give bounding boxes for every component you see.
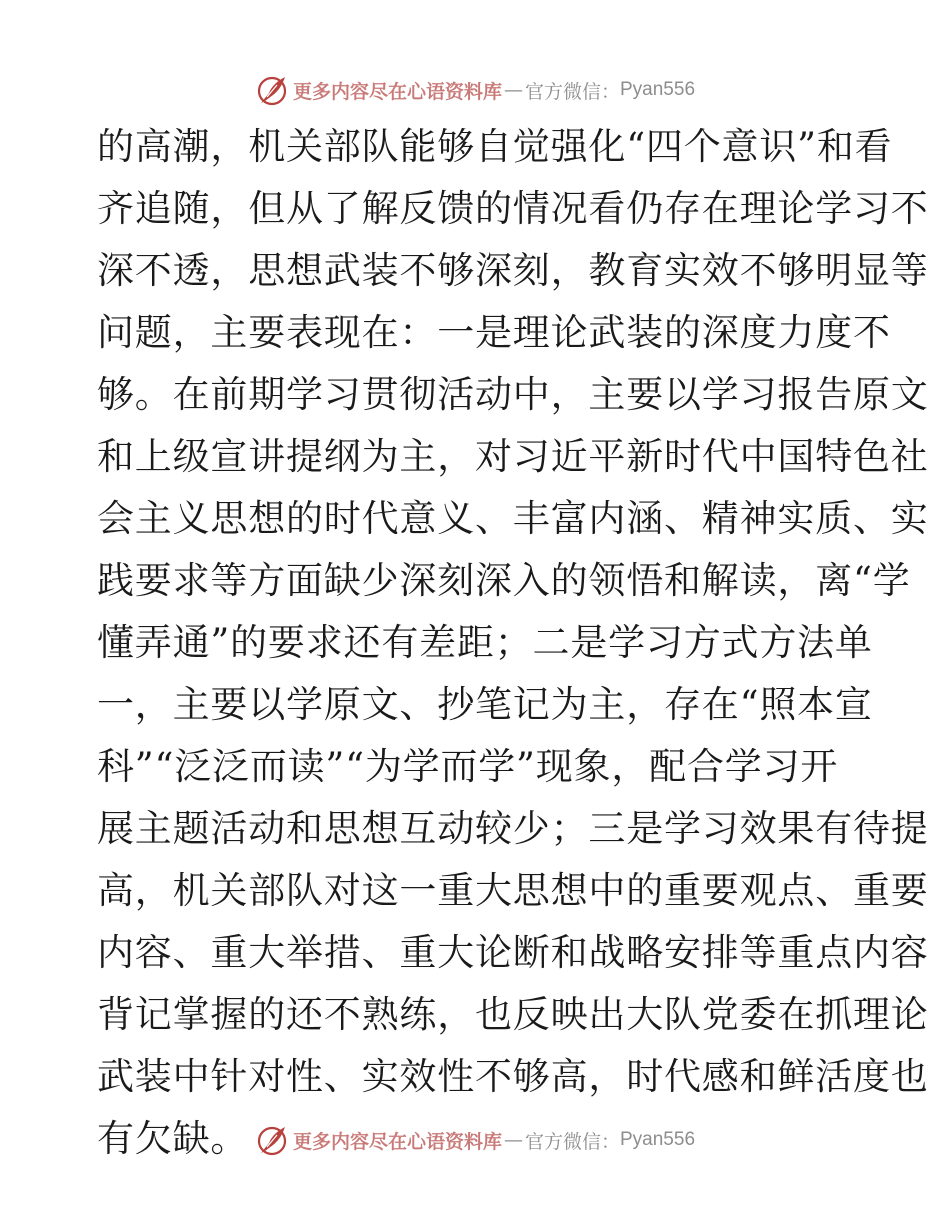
body-line: 会主义思想的时代意义、丰富内涵、精神实质、实	[97, 497, 929, 540]
body-line: 问题，主要表现在：一是理论武装的深度力度不	[97, 311, 891, 354]
body-line: 的高潮，机关部队能够自觉强化“四个意识”和看	[97, 125, 893, 168]
banner-wechat-id: Pyan556	[620, 79, 696, 100]
body-line: 有欠缺。	[97, 1117, 249, 1160]
document-body	[97, 116, 929, 1170]
banner-main-text: 更多内容尽在心语资料库	[292, 80, 502, 103]
body-line: 展主题活动和思想互动较少；三是学习效果有待提	[97, 807, 929, 850]
banner-wechat-label: 官方微信：	[524, 1130, 620, 1153]
banner-wechat-label: 官方微信：	[524, 80, 620, 103]
footer-watermark-banner	[0, 1120, 950, 1160]
banner-dash: —	[503, 1129, 523, 1151]
body-line: 一，主要以学原文、抄笔记为主，存在“照本宣	[97, 683, 873, 726]
body-line: 内容、重大举措、重大论断和战略安排等重点内容	[97, 931, 929, 974]
body-line: 和上级宣讲提纲为主，对习近平新时代中国特色社	[97, 435, 929, 478]
banner-main-text: 更多内容尽在心语资料库	[292, 1130, 502, 1153]
banner-wechat-id: Pyan556	[620, 1129, 696, 1150]
body-line: 深不透，思想武装不够深刻，教育实效不够明显等	[97, 249, 929, 292]
banner-dash: —	[503, 79, 523, 101]
body-line: 齐追随，但从了解反馈的情况看仍存在理论学习不	[97, 187, 929, 230]
quill-pen-circle-icon	[255, 1123, 289, 1157]
body-line: 够。在前期学习贯彻活动中，主要以学习报告原文	[97, 373, 929, 416]
body-line: 高，机关部队对这一重大思想中的重要观点、重要	[97, 869, 929, 912]
header-watermark-banner	[0, 70, 950, 110]
body-line: 懂弄通”的要求还有差距；二是学习方式方法单	[97, 621, 873, 664]
body-line: 科”“泛泛而读”“为学而学”现象，配合学习开	[97, 745, 839, 788]
quill-pen-circle-icon	[255, 73, 289, 107]
body-line: 背记掌握的还不熟练，也反映出大队党委在抓理论	[97, 993, 929, 1036]
body-line: 践要求等方面缺少深刻深入的领悟和解读，离“学	[97, 559, 911, 602]
body-line: 武装中针对性、实效性不够高，时代感和鲜活度也	[97, 1055, 929, 1098]
